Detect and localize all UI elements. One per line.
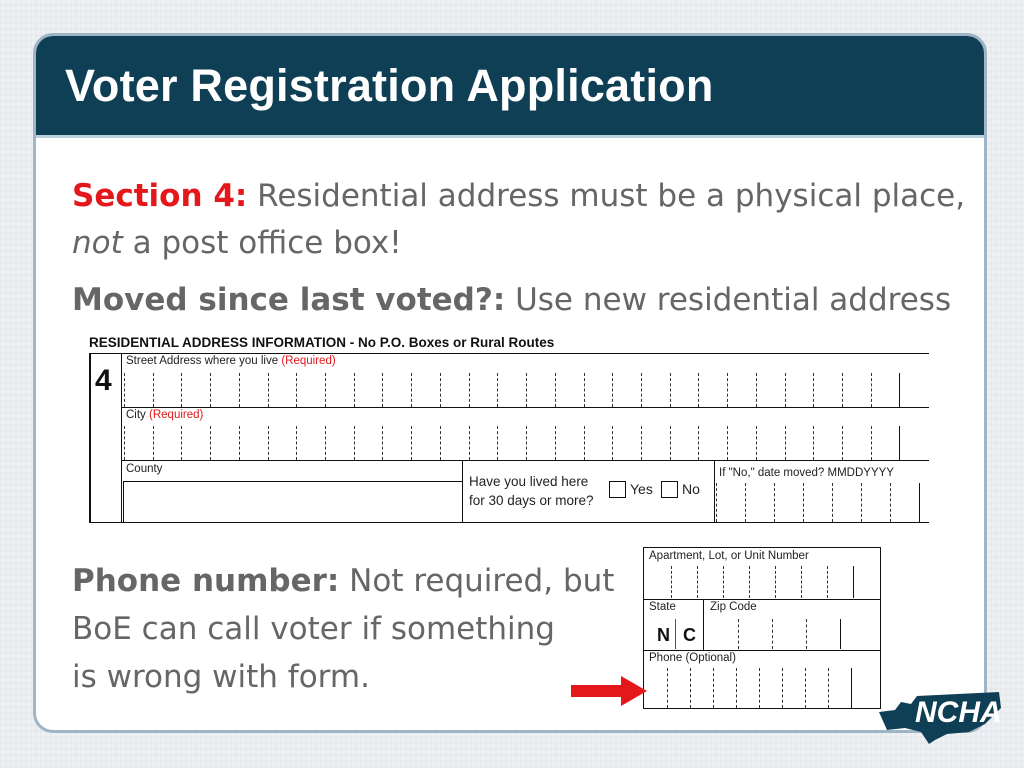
- residential-address-form: [87, 334, 929, 525]
- ncha-logo-icon: [877, 688, 1003, 746]
- phone-optional-label: Phone (Optional): [649, 652, 736, 664]
- moved-line: [72, 282, 951, 318]
- state-letter-c: C: [683, 625, 696, 645]
- section4-line1: [72, 178, 965, 214]
- street-address-label: Street Address where you live (Required): [126, 355, 336, 367]
- yes-checkbox[interactable]: [609, 481, 626, 498]
- state-label: State: [649, 601, 676, 613]
- state-letter-n: N: [657, 625, 670, 645]
- no-label: No: [682, 481, 700, 497]
- phone-text1: Not required, but: [339, 563, 615, 599]
- form-top-border: [89, 353, 929, 354]
- moved-label: Moved since last voted?:: [72, 282, 506, 318]
- state-underline: [643, 650, 881, 651]
- phone-number-label: Phone number:: [72, 563, 340, 599]
- apt-underline: [643, 599, 881, 600]
- apartment-label: Apartment, Lot, or Unit Number: [649, 550, 809, 562]
- section-number: 4: [95, 364, 112, 397]
- section4-label: Section 4:: [72, 178, 248, 214]
- phone-line3: is wrong with form.: [72, 659, 370, 695]
- state-box-divider: [675, 619, 676, 649]
- county-label: County: [126, 463, 163, 475]
- not-word: not: [72, 225, 123, 261]
- ncha-logo-text: NCHA: [915, 696, 1002, 729]
- section4-text2: a post office box!: [122, 225, 402, 261]
- county-divider: [462, 461, 463, 523]
- moved-text: Use new residential address: [505, 282, 952, 318]
- section4-text: Residential address must be a physical place,: [247, 178, 966, 214]
- form-left-border: [89, 353, 91, 523]
- yes-label: Yes: [630, 481, 653, 497]
- date-moved-label: If "No," date moved? MMDDYYYY: [719, 467, 894, 479]
- city-label: City (Required): [126, 409, 204, 421]
- date-divider: [714, 461, 715, 523]
- no-checkbox[interactable]: [661, 481, 678, 498]
- street-address-boxes[interactable]: [124, 373, 929, 407]
- residential-form-header: RESIDENTIAL ADDRESS INFORMATION - No P.O. Boxes or Rural Routes: [89, 335, 555, 350]
- lived-30-days-question: Have you lived here for 30 days or more?: [469, 474, 594, 508]
- phone-line1: [72, 563, 614, 599]
- title-bar: [36, 36, 984, 138]
- section4-line2: [72, 225, 402, 261]
- phone-boxes[interactable]: [645, 668, 879, 708]
- city-boxes[interactable]: [124, 426, 929, 460]
- slide-title: Voter Registration Application: [65, 60, 714, 111]
- city-underline: [122, 460, 929, 461]
- red-arrow-icon: [571, 676, 647, 706]
- street-underline: [122, 407, 929, 408]
- county-field[interactable]: [123, 481, 463, 523]
- state-zip-divider: [703, 599, 704, 650]
- apartment-phone-form: [643, 547, 881, 709]
- zip-code-label: Zip Code: [710, 601, 757, 613]
- zip-code-boxes[interactable]: [705, 619, 879, 649]
- form-number-divider: [121, 353, 122, 523]
- phone-line2: BoE can call voter if something: [72, 611, 555, 647]
- apartment-boxes[interactable]: [645, 566, 879, 598]
- date-moved-boxes[interactable]: [716, 483, 929, 522]
